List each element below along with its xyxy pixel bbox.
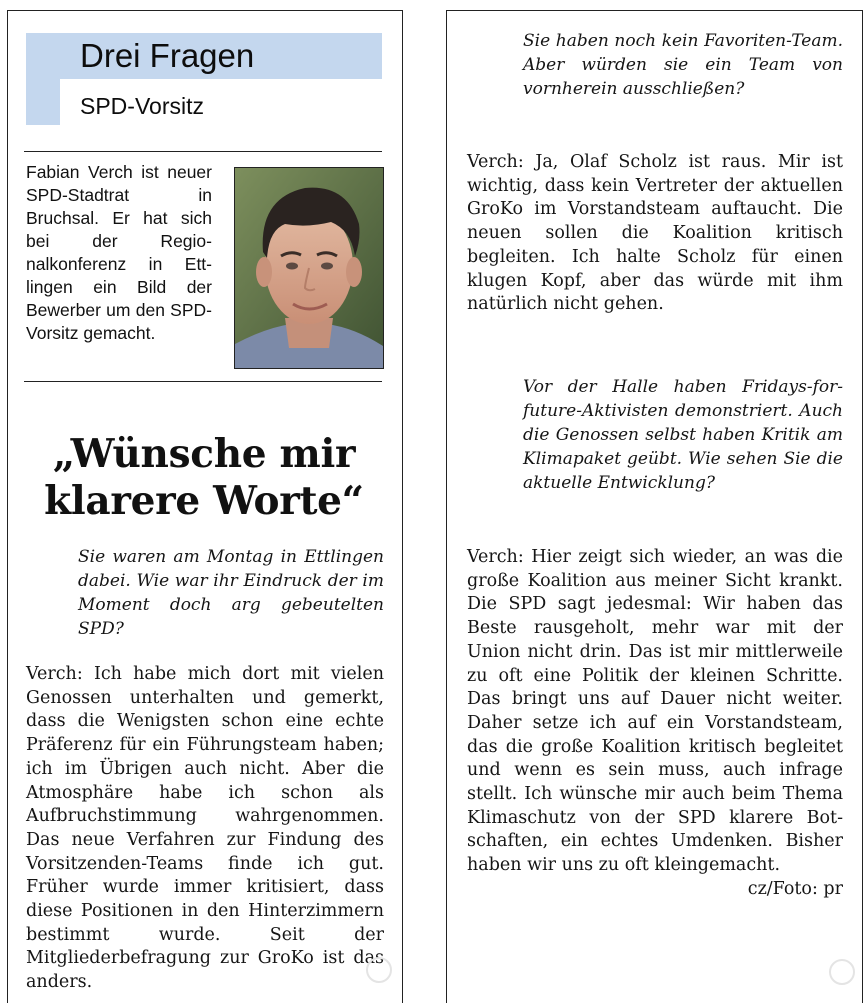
left-column xyxy=(7,10,403,1003)
page-marker-icon xyxy=(366,957,392,983)
divider-bottom xyxy=(24,381,382,382)
question-1: Sie waren am Montag in Ettlingen dabei. Wie war ihr Eindruck der im Moment doch arg gebeutelten SPD? xyxy=(78,547,384,639)
headline: „Wünsche mir klarere Worte“ xyxy=(44,431,364,524)
kicker-subtitle: SPD-Vorsitz xyxy=(80,93,204,119)
photo-credit: cz/Foto: pr xyxy=(747,878,843,899)
author-bio: Fabian Verch ist neuer SPD-Stadtrat in Bruchsal. Er hat sich bei der Regionalkonferenz in Ettlingen ein Bild der Bewerber um den SPD-Vorsitz gemacht. xyxy=(26,162,212,343)
answer-2: Verch: Ja, Olaf Scholz ist raus. Mir ist wichtig, dass kein Vertreter der aktuellen GroKo im Vorstandsteam auftaucht. Die neuen sollen die Koalition kritisch begleiten. Ich halte Scholz für einen klugen Kopf, aber das würde mit ihm natürlich nicht gehen. xyxy=(467,152,843,315)
answer-3-text: Verch: Hier zeigt sich wieder, an was die große Koalition aus meiner Sicht krankt. Die SPD sagt jedesmal: Wir haben das Beste rausgeholt, mehr war mit der Union nicht drin. Das ist mir mittlerweile zu oft eine Politik der kleinen Schritte. Das bringt uns auf Dauer nicht weiter. Daher setze ich auf ein Vorstandsteam, das die große Koalition kritisch begleitet und wenn es sein muss, auch infrage stellt. Ich wünsche mir auch beim Thema Klimaschutz von der SPD klarere Botschaften, ein echtes Umdenken. Bisher haben wir uns zu oft kleingemacht. xyxy=(467,547,843,876)
right-column xyxy=(446,10,863,1003)
kicker-side-bar xyxy=(26,33,60,125)
portrait-illustration xyxy=(235,168,383,368)
question-3: Vor der Halle haben Fridays-for-future-Aktivisten demonstriert. Auch die Genossen selbst haben Kritik am Klimapaket geübt. Wie sehen Sie die aktuelle Entwicklung? xyxy=(523,377,843,493)
kicker-title: Drei Fragen xyxy=(80,37,255,74)
answer-3 xyxy=(467,546,843,902)
portrait-photo xyxy=(234,167,384,369)
question-2: Sie haben noch kein Favoriten-Team. Aber würden sie ein Team von vornherein ausschließen? xyxy=(523,31,843,99)
kicker-box xyxy=(26,33,382,125)
divider-top xyxy=(24,151,382,152)
answer-1: Verch: Ich habe mich dort mit vielen Genossen unterhalten und gemerkt, dass die Wenigsten schon eine echte Präferenz für ein Führungsteam haben; ich im Übrigen auch nicht. Aber die Atmosphäre habe ich schon als Aufbruchstimmung wahrgenommen. Das neue Verfahren zur Findung des Vorsitzenden-Teams finde ich gut. Früher wurde immer kritisiert, dass diese Positionen in den Hinterzimmern bestimmt wurde. Seit der Mitgliederbefragung zur GroKo ist das anders. xyxy=(26,664,384,993)
page-marker-icon xyxy=(829,959,855,985)
